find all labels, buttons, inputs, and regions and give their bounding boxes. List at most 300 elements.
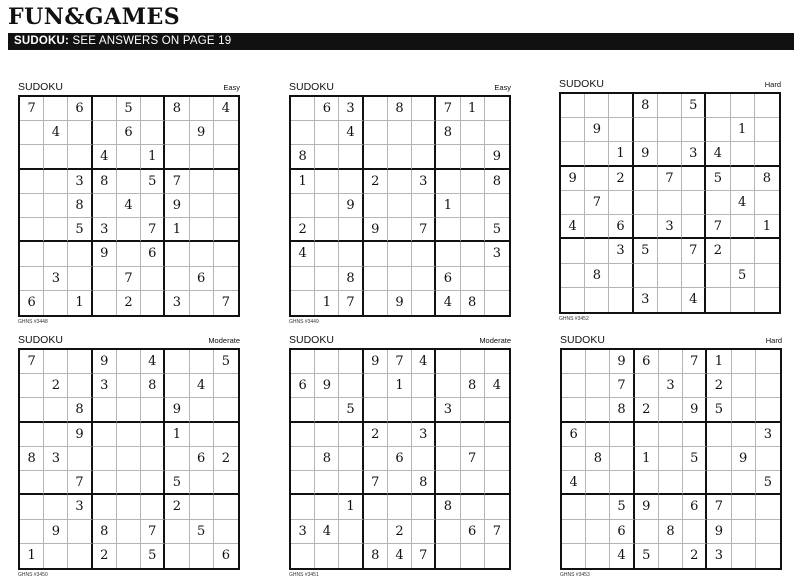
given-cell: 3 — [339, 97, 363, 121]
empty-cell — [44, 291, 68, 315]
empty-cell — [755, 94, 779, 118]
empty-cell — [461, 145, 485, 169]
given-cell: 7 — [141, 520, 165, 544]
empty-cell — [291, 97, 315, 121]
empty-cell — [436, 374, 460, 398]
given-cell: 8 — [20, 447, 44, 471]
empty-cell — [190, 471, 214, 495]
empty-cell — [165, 121, 189, 145]
empty-cell — [756, 374, 780, 398]
given-cell: 1 — [141, 145, 165, 169]
empty-cell — [190, 423, 214, 447]
empty-cell — [412, 267, 436, 291]
given-cell: 2 — [609, 167, 633, 191]
empty-cell — [20, 374, 44, 398]
given-cell: 8 — [586, 447, 610, 471]
empty-cell — [20, 218, 44, 242]
given-cell: 8 — [339, 267, 363, 291]
given-cell: 6 — [635, 350, 659, 374]
empty-cell — [339, 374, 363, 398]
empty-cell — [141, 267, 165, 291]
given-cell: 4 — [44, 121, 68, 145]
given-cell: 4 — [388, 544, 412, 568]
empty-cell — [485, 544, 509, 568]
empty-cell — [561, 239, 585, 263]
given-cell: 5 — [610, 495, 634, 519]
empty-cell — [732, 374, 756, 398]
empty-cell — [609, 94, 633, 118]
empty-cell — [20, 242, 44, 266]
empty-cell — [291, 350, 315, 374]
empty-cell — [461, 170, 485, 194]
given-cell: 8 — [364, 544, 388, 568]
empty-cell — [214, 242, 238, 266]
empty-cell — [755, 118, 779, 142]
puzzle-header — [289, 81, 511, 95]
empty-cell — [436, 520, 460, 544]
empty-cell — [214, 495, 238, 519]
empty-cell — [339, 145, 363, 169]
given-cell: 1 — [461, 97, 485, 121]
given-cell: 8 — [68, 398, 92, 422]
empty-cell — [461, 218, 485, 242]
empty-cell — [165, 544, 189, 568]
given-cell: 7 — [412, 218, 436, 242]
given-cell: 1 — [68, 291, 92, 315]
empty-cell — [682, 118, 706, 142]
empty-cell — [562, 520, 586, 544]
empty-cell — [93, 97, 117, 121]
given-cell: 3 — [291, 520, 315, 544]
empty-cell — [165, 520, 189, 544]
empty-cell — [214, 374, 238, 398]
given-cell: 4 — [610, 544, 634, 568]
empty-cell — [315, 145, 339, 169]
empty-cell — [585, 215, 609, 239]
empty-cell — [141, 423, 165, 447]
given-cell: 6 — [610, 520, 634, 544]
empty-cell — [755, 191, 779, 215]
empty-cell — [658, 239, 682, 263]
empty-cell — [315, 218, 339, 242]
given-cell: 6 — [461, 520, 485, 544]
empty-cell — [117, 218, 141, 242]
empty-cell — [586, 374, 610, 398]
empty-cell — [190, 350, 214, 374]
empty-cell — [44, 471, 68, 495]
empty-cell — [562, 398, 586, 422]
given-cell: 8 — [141, 374, 165, 398]
empty-cell — [339, 447, 363, 471]
empty-cell — [485, 350, 509, 374]
empty-cell — [364, 121, 388, 145]
given-cell: 4 — [436, 291, 460, 315]
given-cell: 5 — [214, 350, 238, 374]
empty-cell — [634, 118, 658, 142]
given-cell: 3 — [634, 288, 658, 312]
empty-cell — [658, 264, 682, 288]
empty-cell — [461, 423, 485, 447]
empty-cell — [659, 398, 683, 422]
sudoku-grid — [18, 348, 240, 570]
given-cell: 4 — [117, 194, 141, 218]
empty-cell — [485, 194, 509, 218]
given-cell: 2 — [117, 291, 141, 315]
empty-cell — [20, 145, 44, 169]
given-cell: 1 — [707, 350, 731, 374]
empty-cell — [339, 423, 363, 447]
given-cell: 3 — [165, 291, 189, 315]
given-cell: 6 — [68, 97, 92, 121]
empty-cell — [682, 191, 706, 215]
puzzle-header — [18, 334, 240, 348]
empty-cell — [291, 495, 315, 519]
given-cell: 6 — [609, 215, 633, 239]
empty-cell — [364, 291, 388, 315]
given-cell: 3 — [659, 374, 683, 398]
empty-cell — [683, 471, 707, 495]
empty-cell — [706, 118, 730, 142]
empty-cell — [412, 495, 436, 519]
empty-cell — [388, 170, 412, 194]
given-cell: 8 — [634, 94, 658, 118]
empty-cell — [658, 142, 682, 166]
sudoku-grid — [18, 95, 240, 317]
given-cell: 4 — [485, 374, 509, 398]
sudoku-grid — [289, 348, 511, 570]
empty-cell — [93, 267, 117, 291]
given-cell: 3 — [609, 239, 633, 263]
puzzle-header — [289, 334, 511, 348]
banner-label: SUDOKU: — [14, 35, 70, 47]
empty-cell — [707, 423, 731, 447]
given-cell: 8 — [461, 374, 485, 398]
puzzle-id: GHNS #3449 — [289, 319, 319, 325]
given-cell: 5 — [485, 218, 509, 242]
given-cell: 6 — [315, 97, 339, 121]
empty-cell — [44, 350, 68, 374]
given-cell: 6 — [388, 447, 412, 471]
given-cell: 7 — [20, 97, 44, 121]
empty-cell — [68, 447, 92, 471]
empty-cell — [485, 398, 509, 422]
given-cell: 5 — [117, 97, 141, 121]
empty-cell — [731, 215, 755, 239]
empty-cell — [141, 471, 165, 495]
empty-cell — [412, 194, 436, 218]
empty-cell — [732, 520, 756, 544]
empty-cell — [561, 288, 585, 312]
empty-cell — [364, 267, 388, 291]
puzzle-difficulty: Hard — [765, 336, 782, 345]
empty-cell — [44, 97, 68, 121]
empty-cell — [659, 544, 683, 568]
empty-cell — [756, 520, 780, 544]
empty-cell — [364, 447, 388, 471]
empty-cell — [707, 447, 731, 471]
empty-cell — [732, 544, 756, 568]
empty-cell — [388, 267, 412, 291]
empty-cell — [20, 471, 44, 495]
empty-cell — [585, 94, 609, 118]
given-cell: 9 — [707, 520, 731, 544]
given-cell: 7 — [68, 471, 92, 495]
given-cell: 2 — [214, 447, 238, 471]
empty-cell — [388, 471, 412, 495]
puzzle-id: GHNS #3450 — [18, 572, 48, 578]
given-cell: 1 — [315, 291, 339, 315]
empty-cell — [634, 167, 658, 191]
empty-cell — [214, 423, 238, 447]
given-cell: 1 — [609, 142, 633, 166]
empty-cell — [461, 121, 485, 145]
empty-cell — [190, 97, 214, 121]
empty-cell — [141, 398, 165, 422]
given-cell: 2 — [635, 398, 659, 422]
sudoku-puzzle-6 — [560, 334, 782, 578]
empty-cell — [586, 423, 610, 447]
empty-cell — [291, 291, 315, 315]
empty-cell — [562, 544, 586, 568]
empty-cell — [461, 350, 485, 374]
given-cell: 9 — [44, 520, 68, 544]
empty-cell — [562, 350, 586, 374]
empty-cell — [117, 495, 141, 519]
puzzle-header — [559, 78, 781, 92]
puzzle-title: SUDOKU — [18, 334, 63, 346]
empty-cell — [190, 544, 214, 568]
given-cell: 5 — [141, 170, 165, 194]
empty-cell — [461, 242, 485, 266]
empty-cell — [339, 350, 363, 374]
given-cell: 9 — [561, 167, 585, 191]
empty-cell — [141, 447, 165, 471]
sudoku-puzzle-5 — [289, 334, 511, 578]
empty-cell — [412, 121, 436, 145]
given-cell: 9 — [683, 398, 707, 422]
empty-cell — [485, 97, 509, 121]
empty-cell — [20, 194, 44, 218]
empty-cell — [315, 242, 339, 266]
empty-cell — [117, 544, 141, 568]
empty-cell — [93, 423, 117, 447]
empty-cell — [291, 267, 315, 291]
given-cell: 9 — [610, 350, 634, 374]
given-cell: 8 — [436, 121, 460, 145]
given-cell: 8 — [291, 145, 315, 169]
given-cell: 4 — [315, 520, 339, 544]
empty-cell — [634, 264, 658, 288]
given-cell: 4 — [291, 242, 315, 266]
empty-cell — [364, 495, 388, 519]
given-cell: 3 — [412, 423, 436, 447]
empty-cell — [291, 398, 315, 422]
empty-cell — [585, 239, 609, 263]
empty-cell — [68, 242, 92, 266]
given-cell: 6 — [562, 423, 586, 447]
empty-cell — [436, 423, 460, 447]
given-cell: 4 — [141, 350, 165, 374]
empty-cell — [485, 447, 509, 471]
empty-cell — [732, 398, 756, 422]
empty-cell — [117, 350, 141, 374]
given-cell: 8 — [68, 194, 92, 218]
empty-cell — [755, 142, 779, 166]
given-cell: 9 — [190, 121, 214, 145]
empty-cell — [339, 520, 363, 544]
empty-cell — [68, 350, 92, 374]
empty-cell — [68, 145, 92, 169]
given-cell: 4 — [93, 145, 117, 169]
given-cell: 4 — [339, 121, 363, 145]
given-cell: 6 — [221, 548, 231, 564]
given-cell: 5 — [634, 239, 658, 263]
empty-cell — [117, 242, 141, 266]
given-cell: 9 — [93, 242, 117, 266]
empty-cell — [388, 495, 412, 519]
empty-cell — [586, 471, 610, 495]
empty-cell — [412, 398, 436, 422]
empty-cell — [68, 520, 92, 544]
empty-cell — [214, 121, 238, 145]
given-cell: 3 — [682, 142, 706, 166]
given-cell: 9 — [635, 495, 659, 519]
empty-cell — [706, 94, 730, 118]
given-cell: 2 — [165, 495, 189, 519]
empty-cell — [291, 423, 315, 447]
empty-cell — [609, 288, 633, 312]
empty-cell — [634, 215, 658, 239]
empty-cell — [117, 170, 141, 194]
empty-cell — [731, 167, 755, 191]
empty-cell — [682, 264, 706, 288]
given-cell: 8 — [436, 495, 460, 519]
empty-cell — [315, 495, 339, 519]
empty-cell — [756, 350, 780, 374]
empty-cell — [461, 194, 485, 218]
empty-cell — [732, 350, 756, 374]
given-cell: 3 — [485, 242, 509, 266]
given-cell: 7 — [388, 350, 412, 374]
given-cell: 5 — [683, 447, 707, 471]
puzzle-title: SUDOKU — [559, 78, 604, 90]
empty-cell — [461, 544, 485, 568]
empty-cell — [707, 471, 731, 495]
given-cell: 1 — [165, 423, 189, 447]
page-title: FUN&GAMES — [8, 4, 181, 30]
given-cell: 8 — [461, 291, 485, 315]
given-cell: 7 — [364, 471, 388, 495]
given-cell: 7 — [682, 239, 706, 263]
empty-cell — [609, 118, 633, 142]
empty-cell — [485, 471, 509, 495]
empty-cell — [20, 520, 44, 544]
empty-cell — [214, 471, 238, 495]
given-cell: 2 — [364, 423, 388, 447]
empty-cell — [364, 145, 388, 169]
puzzle-difficulty: Easy — [494, 83, 511, 92]
empty-cell — [214, 194, 238, 218]
empty-cell — [141, 194, 165, 218]
given-cell: 5 — [635, 544, 659, 568]
banner-text: SEE ANSWERS ON PAGE 19 — [69, 35, 232, 47]
given-cell: 6 — [117, 121, 141, 145]
given-cell: 8 — [755, 167, 779, 191]
empty-cell — [364, 398, 388, 422]
empty-cell — [117, 398, 141, 422]
empty-cell — [93, 471, 117, 495]
empty-cell — [291, 471, 315, 495]
empty-cell — [214, 145, 238, 169]
empty-cell — [436, 471, 460, 495]
empty-cell — [658, 191, 682, 215]
given-cell: 1 — [20, 544, 44, 568]
empty-cell — [436, 145, 460, 169]
given-cell: 6 — [190, 267, 214, 291]
section-banner — [8, 33, 794, 50]
empty-cell — [165, 242, 189, 266]
puzzle-id: GHNS #3452 — [559, 316, 589, 322]
empty-cell — [682, 167, 706, 191]
given-cell: 8 — [412, 471, 436, 495]
puzzle-title: SUDOKU — [289, 334, 334, 346]
given-cell: 5 — [706, 167, 730, 191]
empty-cell — [364, 520, 388, 544]
given-cell: 4 — [706, 142, 730, 166]
given-cell: 7 — [585, 191, 609, 215]
given-cell: 2 — [93, 544, 117, 568]
empty-cell — [706, 191, 730, 215]
empty-cell — [436, 350, 460, 374]
empty-cell — [610, 447, 634, 471]
given-cell: 7 — [683, 350, 707, 374]
empty-cell — [756, 495, 780, 519]
given-cell: 5 — [682, 94, 706, 118]
empty-cell — [658, 288, 682, 312]
given-cell: 5 — [190, 520, 214, 544]
empty-cell — [141, 291, 165, 315]
given-cell: 1 — [755, 215, 779, 239]
given-cell: 1 — [291, 170, 315, 194]
given-cell: 7 — [117, 267, 141, 291]
empty-cell — [291, 447, 315, 471]
empty-cell — [339, 218, 363, 242]
empty-cell — [44, 194, 68, 218]
empty-cell — [68, 544, 92, 568]
given-cell: 7 — [658, 167, 682, 191]
empty-cell — [635, 423, 659, 447]
empty-cell — [315, 350, 339, 374]
empty-cell — [291, 544, 315, 568]
empty-cell — [44, 423, 68, 447]
empty-cell — [682, 215, 706, 239]
empty-cell — [658, 94, 682, 118]
given-cell: 4 — [214, 97, 238, 121]
empty-cell — [44, 495, 68, 519]
empty-cell — [190, 145, 214, 169]
given-cell: 3 — [412, 170, 436, 194]
empty-cell — [755, 239, 779, 263]
given-cell: 6 — [20, 291, 44, 315]
empty-cell — [165, 350, 189, 374]
empty-cell — [388, 242, 412, 266]
given-cell: 5 — [141, 544, 165, 568]
empty-cell — [609, 191, 633, 215]
empty-cell — [291, 194, 315, 218]
given-cell: 5 — [707, 398, 731, 422]
empty-cell — [585, 288, 609, 312]
empty-cell — [388, 194, 412, 218]
